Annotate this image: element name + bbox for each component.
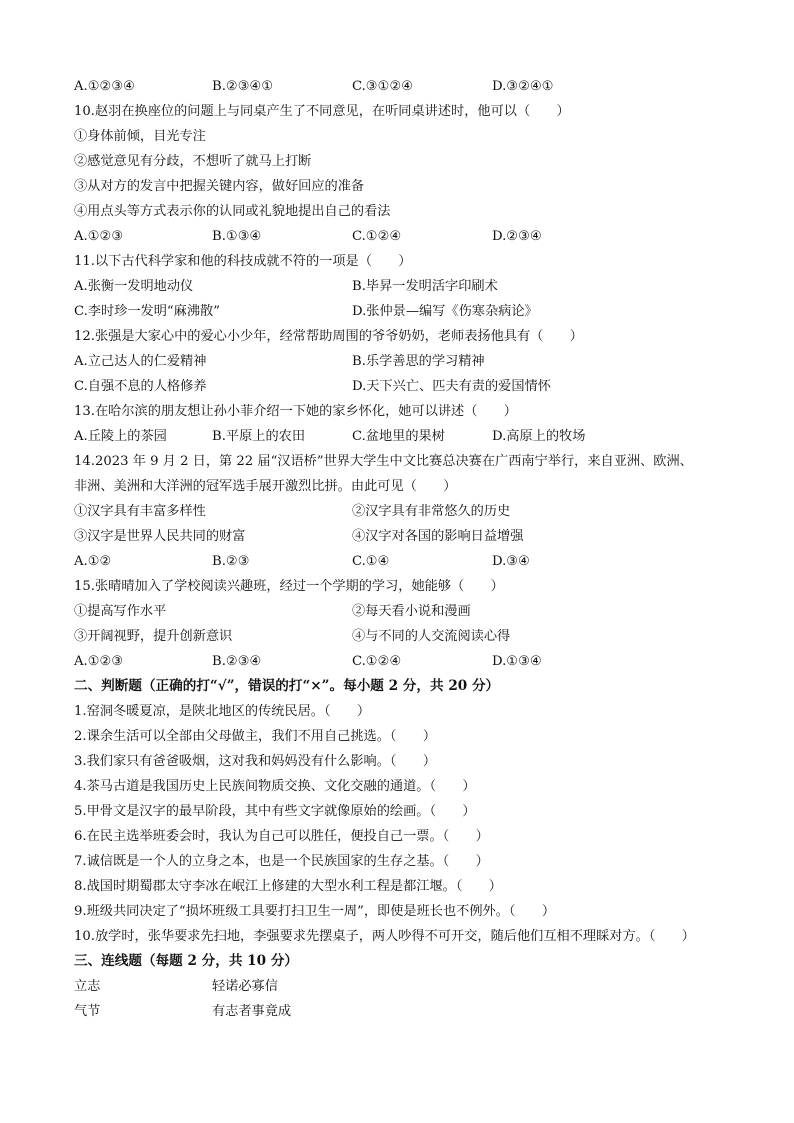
q10-item: ④用点头等方式表示你的认同或礼貌地提出自己的看法 <box>74 204 391 219</box>
q13-option-d: D.高原上的牧场 <box>492 429 586 444</box>
q15-options <box>74 649 734 674</box>
q11-option-d: D.张仲景—编写《伤寒杂病论》 <box>352 304 538 319</box>
match-pair <box>74 974 734 999</box>
section2-title: 二、判断题（正确的打“√”，错误的打“×”。每小题 2 分，共 20 分） <box>74 678 500 694</box>
q10-option-a: A.①②③ <box>74 229 124 244</box>
q12-option-a: A.立己达人的仁爱精神 <box>74 354 207 369</box>
q12-option-b: B.乐学善思的学习精神 <box>352 354 485 369</box>
q9-option-b: B.②③④① <box>212 79 274 94</box>
q13-stem: 13.在哈尔滨的朋友想让孙小菲介绍一下她的家乡怀化，她可以讲述（ ） <box>74 404 517 419</box>
judge-item: 1.窑洞冬暖夏凉，是陕北地区的传统民居。（ ） <box>74 704 371 719</box>
q11-stem: 11.以下古代科学家和他的科技成就不符的一项是（ ） <box>74 254 412 269</box>
q10-option-b: B.①③④ <box>212 229 262 244</box>
q9-option-d: D.③②④① <box>492 79 554 94</box>
match-pair <box>74 999 734 1024</box>
q15-items-row2 <box>74 624 734 649</box>
judge-item: 10.放学时，张华要求先扫地，李强要求先摆桌子，两人吵得不可开交，随后他们互相不理睬对方。（ ） <box>74 929 695 944</box>
q11-options-row2 <box>74 299 734 324</box>
q15-stem: 15.张晴晴加入了学校阅读兴趣班，经过一个学期的学习，她能够（ ） <box>74 579 504 594</box>
match-left: 气节 <box>74 1004 101 1019</box>
q12-stem: 12.张强是大家心中的爱心小少年，经常帮助周围的爷爷奶奶，老师表扬他具有（ ） <box>74 329 583 344</box>
judge-item: 6.在民主选举班委会时，我认为自己可以胜任，便投自己一票。（ ） <box>74 829 489 844</box>
judge-item: 3.我们家只有爸爸吸烟，这对我和妈妈没有什么影响。（ ） <box>74 754 437 769</box>
q9-option-a: A.①②③④ <box>74 79 136 94</box>
q12-option-c: C.自强不息的人格修养 <box>74 379 207 394</box>
q11-option-b: B.毕昇一发明活字印刷术 <box>352 279 498 294</box>
judge-item: 7.诚信既是一个人的立身之本，也是一个民族国家的生存之基。（ ） <box>74 854 489 869</box>
q10-options <box>74 224 734 249</box>
q14-option-b: B.②③ <box>212 554 250 569</box>
q14-items-row1 <box>74 499 734 524</box>
judge-item: 9.班级共同决定了“损坏班级工具要打扫卫生一周”，即使是班长也不例外。（ ） <box>74 904 556 919</box>
q14-option-c: C.①④ <box>352 554 390 569</box>
q15-items-row1 <box>74 599 734 624</box>
q9-option-c: C.③①②④ <box>352 79 414 94</box>
q10-stem: 10.赵羽在换座位的问题上与同桌产生了不同意见，在听同桌讲述时，他可以（ ） <box>74 104 570 119</box>
judge-item: 8.战国时期蜀郡太守李冰在岷江上修建的大型水利工程是都江堰。（ ） <box>74 879 502 894</box>
q12-options-row2 <box>74 374 734 399</box>
q10-item: ①身体前倾，目光专注 <box>74 129 206 144</box>
q14-item: ①汉字具有丰富多样性 <box>74 504 206 519</box>
q15-option-b: B.②③④ <box>212 654 262 669</box>
judge-item: 2.课余生活可以全部由父母做主，我们不用自己挑选。（ ） <box>74 729 437 744</box>
q14-options <box>74 549 734 574</box>
exam-page <box>74 74 734 1024</box>
match-right: 有志者事竟成 <box>212 1004 292 1019</box>
q10-item: ③从对方的发言中把握关键内容，做好回应的准备 <box>74 179 365 194</box>
match-right: 轻诺必寡信 <box>212 979 278 994</box>
q11-option-a: A.张衡一发明地动仪 <box>74 279 194 294</box>
q13-options <box>74 424 734 449</box>
q10-option-c: C.①②④ <box>352 229 402 244</box>
q14-stem-line1: 14.2023 年 9 月 2 日，第 22 届“汉语桥”世界大学生中文比赛总决赛在广西南宁举行，来自亚洲、欧洲、 <box>74 454 693 469</box>
judge-item: 4.茶马古道是我国历史上民族间物质交换、文化交融的通道。（ ） <box>74 779 476 794</box>
q10-option-d: D.②③④ <box>492 229 542 244</box>
q14-item: ②汉字具有非常悠久的历史 <box>352 504 511 519</box>
q12-option-d: D.天下兴亡、匹夫有责的爱国情怀 <box>352 379 551 394</box>
q13-option-b: B.平原上的农田 <box>212 429 306 444</box>
q15-option-a: A.①②③ <box>74 654 124 669</box>
q14-item: ③汉字是世界人民共同的财富 <box>74 529 246 544</box>
q10-item: ②感觉意见有分歧，不想听了就马上打断 <box>74 154 312 169</box>
q14-item: ④汉字对各国的影响日益增强 <box>352 529 524 544</box>
q13-option-a: A.丘陵上的茶园 <box>74 429 167 444</box>
match-left: 立志 <box>74 979 101 994</box>
judge-item: 5.甲骨文是汉字的最早阶段，其中有些文字就像原始的绘画。（ ） <box>74 804 476 819</box>
q14-items-row2 <box>74 524 734 549</box>
q15-item: ①提高写作水平 <box>74 604 167 619</box>
section3-title: 三、连线题（每题 2 分，共 10 分） <box>74 953 299 969</box>
q15-item: ②每天看小说和漫画 <box>352 604 471 619</box>
q14-stem-line2: 非洲、美洲和大洋洲的冠军选手展开激烈比拼。由此可见（ ） <box>74 479 457 494</box>
q14-option-d: D.③④ <box>492 554 530 569</box>
q11-options-row1 <box>74 274 734 299</box>
q14-option-a: A.①② <box>74 554 112 569</box>
q12-options-row1 <box>74 349 734 374</box>
q15-option-c: C.①②④ <box>352 654 402 669</box>
q15-option-d: D.①③④ <box>492 654 542 669</box>
q15-item: ④与不同的人交流阅读心得 <box>352 629 511 644</box>
q15-item: ③开阔视野，提升创新意识 <box>74 629 233 644</box>
q9-options <box>74 74 734 99</box>
q11-option-c: C.李时珍一发明“麻沸散” <box>74 304 220 319</box>
q13-option-c: C.盆地里的果树 <box>352 429 445 444</box>
